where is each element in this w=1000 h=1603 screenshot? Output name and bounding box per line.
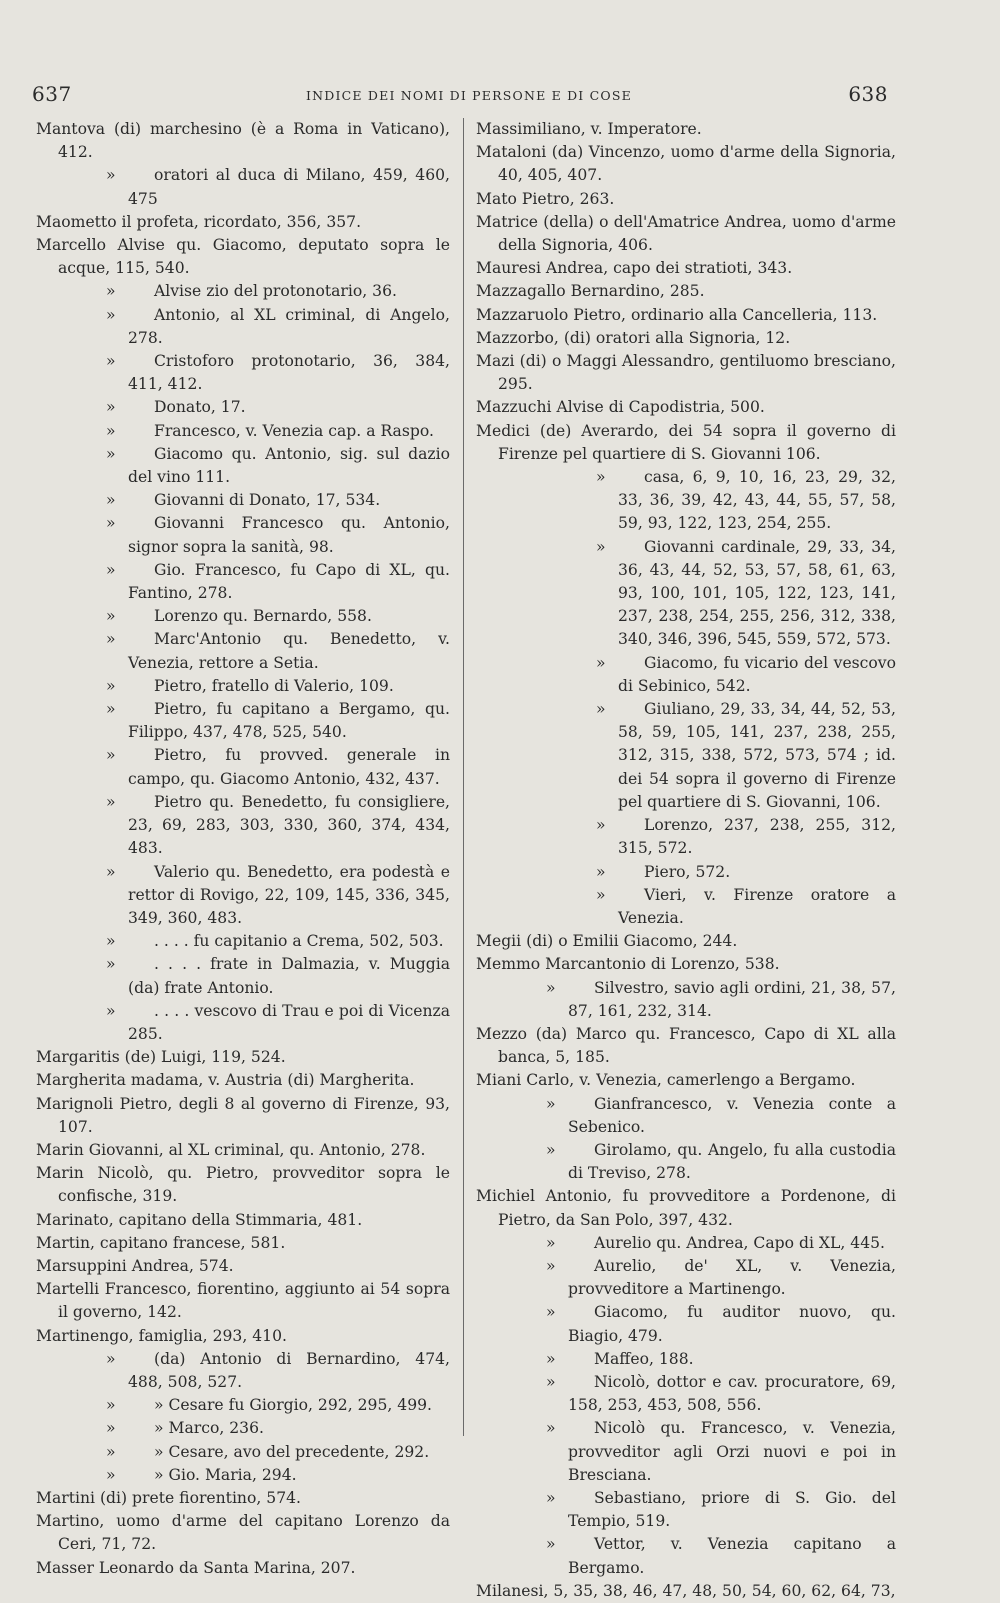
- index-entry-text: Marsuppini Andrea, 574.: [36, 1256, 234, 1275]
- index-entry-text: Alvise zio del protonotario, 36.: [154, 282, 397, 301]
- index-entry-text: Masser Leonardo da Santa Marina, 207.: [36, 1558, 356, 1577]
- ditto-mark: »: [596, 885, 606, 904]
- index-entry: [476, 1487, 896, 1533]
- index-entry: [476, 1093, 896, 1139]
- index-entry-text: Medici (de) Averardo, dei 54 sopra il governo di Firenze pel quartiere di S. Giovanni 106.: [476, 421, 896, 463]
- index-entry-text: Mazzagallo Bernardino, 285.: [476, 282, 705, 301]
- index-entry: [36, 1255, 450, 1278]
- index-entry: [36, 489, 450, 512]
- index-entry: [476, 350, 896, 396]
- index-entry: [476, 1580, 896, 1603]
- index-entry-text: Memmo Marcantonio di Lorenzo, 538.: [476, 955, 780, 974]
- ditto-mark: »: [106, 560, 116, 579]
- index-entry: [36, 1000, 450, 1046]
- index-entry: [476, 536, 896, 652]
- index-entry-text: Megii (di) o Emilii Giacomo, 244.: [476, 932, 738, 951]
- ditto-mark: »: [546, 1303, 556, 1322]
- index-entry-text: Maffeo, 188.: [594, 1349, 694, 1368]
- ditto-mark: »: [546, 1488, 556, 1507]
- index-entry: [36, 744, 450, 790]
- index-entry: [36, 628, 450, 674]
- index-entry: [476, 1371, 896, 1417]
- ditto-mark: »: [596, 537, 606, 556]
- ditto-mark: »: [106, 282, 116, 301]
- index-entry-text: Maometto il profeta, ricordato, 356, 357.: [36, 212, 362, 231]
- ditto-mark: »: [546, 1372, 556, 1391]
- index-entry: [36, 791, 450, 861]
- index-entry: [36, 1510, 450, 1556]
- index-entry-text: Lorenzo qu. Bernardo, 558.: [154, 607, 372, 626]
- index-entry: [476, 304, 896, 327]
- index-entry: [36, 1046, 450, 1069]
- index-entry: [36, 559, 450, 605]
- index-entry: [36, 1162, 450, 1208]
- index-entry: [476, 814, 896, 860]
- index-entry-text: Martino, uomo d'arme del capitano Lorenzo da Ceri, 71, 72.: [36, 1512, 450, 1554]
- index-entry-text: Pietro qu. Benedetto, fu consigliere, 23, 69, 283, 303, 330, 360, 374, 434, 483.: [128, 792, 450, 858]
- index-entry: [36, 930, 450, 953]
- index-entry: [476, 1348, 896, 1371]
- index-entry-text: Pietro, fu capitano a Bergamo, qu. Filippo, 437, 478, 525, 540.: [128, 700, 450, 742]
- index-entry-text: . . . . frate in Dalmazia, v. Muggia (da) frate Antonio.: [128, 955, 450, 997]
- index-entry: [36, 1209, 450, 1232]
- index-entry-text: Silvestro, savio agli ordini, 21, 38, 57, 87, 161, 232, 314.: [568, 978, 896, 1020]
- index-entry-text: Nicolò, dottor e cav. procuratore, 69, 158, 253, 453, 508, 556.: [568, 1372, 896, 1415]
- ditto-mark: »: [546, 978, 556, 997]
- index-entry-text: Giuliano, 29, 33, 34, 44, 52, 53, 58, 59, 105, 141, 237, 238, 255, 312, 315, 338, 572, 573, 574 ; id. dei 54 sopra il governo di Firenze pel quartiere di S. Giovanni, 106.: [618, 700, 896, 811]
- index-entry-text: » Cesare, avo del precedente, 292.: [154, 1442, 430, 1461]
- index-entry-text: Martin, capitano francese, 581.: [36, 1233, 286, 1252]
- index-entry: [36, 953, 450, 999]
- index-entry: [36, 118, 450, 164]
- index-entry-text: Francesco, v. Venezia cap. a Raspo.: [154, 421, 434, 440]
- ditto-mark: »: [546, 1419, 556, 1438]
- ditto-mark: »: [106, 862, 116, 881]
- ditto-mark: »: [106, 607, 116, 626]
- index-entry: [476, 396, 896, 419]
- index-entry: [476, 211, 896, 257]
- index-entry-text: Girolamo, qu. Angelo, fu alla custodia di Treviso, 278.: [568, 1140, 896, 1183]
- index-entry-text: Mauresi Andrea, capo dei stratioti, 343.: [476, 259, 793, 278]
- index-entry: [476, 118, 896, 141]
- index-entry-text: Giacomo, fu auditor nuovo, qu. Biagio, 479.: [568, 1303, 896, 1345]
- index-entry: [36, 1325, 450, 1348]
- index-entry: [36, 211, 450, 234]
- index-entry: [36, 1093, 450, 1139]
- index-entry: [36, 1069, 450, 1092]
- index-entry-text: Valerio qu. Benedetto, era podestà e rettor di Rovigo, 22, 109, 145, 336, 345, 349, 360, 483.: [128, 862, 450, 927]
- index-entry-text: Marinato, capitano della Stimmaria, 481.: [36, 1210, 363, 1229]
- index-entry: [36, 420, 450, 443]
- index-entry-text: Cristoforo protonotario, 36, 384, 411, 412.: [128, 352, 450, 394]
- ditto-mark: »: [106, 398, 116, 417]
- index-entry-text: Giovanni Francesco qu. Antonio, signor sopra la sanità, 98.: [128, 514, 450, 556]
- ditto-mark: »: [596, 700, 606, 719]
- ditto-mark: »: [106, 1349, 116, 1368]
- index-entry-text: Gianfrancesco, v. Venezia conte a Sebenico.: [568, 1094, 896, 1136]
- index-entry-text: . . . . vescovo di Trau e poi di Vicenza 285.: [128, 1001, 450, 1043]
- index-entry: [36, 1557, 450, 1580]
- index-entry: [476, 327, 896, 350]
- index-entry-text: (da) Antonio di Bernardino, 474, 488, 508, 527.: [128, 1349, 450, 1391]
- index-entry: [36, 1139, 450, 1162]
- index-entry-text: Marc'Antonio qu. Benedetto, v. Venezia, rettore a Setia.: [128, 630, 450, 672]
- index-entry: [36, 861, 450, 931]
- index-entry-text: Milanesi, 5, 35, 38, 46, 47, 48, 50, 54, 60, 62, 64, 73,: [476, 1581, 896, 1600]
- ditto-mark: »: [106, 491, 116, 510]
- ditto-mark: »: [106, 1396, 116, 1415]
- index-entry-text: Martini (di) prete fiorentino, 574.: [36, 1488, 302, 1507]
- index-entry-text: Miani Carlo, v. Venezia, camerlengo a Bergamo.: [476, 1071, 856, 1090]
- index-entry: [36, 605, 450, 628]
- index-entry: [476, 420, 896, 466]
- index-entry-text: Vettor, v. Venezia capitano a Bergamo.: [568, 1535, 896, 1577]
- ditto-mark: »: [596, 862, 606, 881]
- index-entry-text: oratori al duca di Milano, 459, 460, 475: [128, 166, 450, 208]
- index-entry-text: . . . . fu capitanio a Crema, 502, 503.: [154, 932, 444, 951]
- index-entry-text: Mato Pietro, 263.: [476, 189, 615, 208]
- index-entry-text: Mantova (di) marchesino (è a Roma in Vaticano), 412.: [36, 120, 450, 162]
- ditto-mark: »: [106, 444, 116, 463]
- index-column-right: [476, 118, 896, 1603]
- index-entry: [476, 652, 896, 698]
- ditto-mark: »: [106, 1465, 116, 1484]
- ditto-mark: »: [106, 630, 116, 649]
- index-entry: [476, 1185, 896, 1231]
- index-entry: [476, 930, 896, 953]
- ditto-mark: »: [546, 1256, 556, 1275]
- index-entry: [36, 1394, 450, 1417]
- index-entry-text: Giacomo, fu vicario del vescovo di Sebinico, 542.: [618, 653, 896, 695]
- ditto-mark: »: [106, 1419, 116, 1438]
- index-entry: [476, 1417, 896, 1487]
- index-entry-text: Margaritis (de) Luigi, 119, 524.: [36, 1048, 286, 1067]
- ditto-mark: »: [106, 305, 116, 324]
- ditto-mark: »: [106, 421, 116, 440]
- index-entry: [36, 304, 450, 350]
- ditto-mark: »: [106, 1442, 116, 1461]
- page-number-right: 638: [848, 82, 888, 106]
- ditto-mark: »: [106, 514, 116, 533]
- index-entry-text: Pietro, fratello di Valerio, 109.: [154, 676, 394, 695]
- index-entry: [476, 698, 896, 814]
- running-title: INDICE DEI NOMI DI PERSONE E DI COSE: [306, 88, 632, 103]
- index-entry: [36, 1348, 450, 1394]
- index-entry-text: » Marco, 236.: [154, 1419, 264, 1438]
- index-entry: [476, 280, 896, 303]
- index-column-left: [36, 118, 450, 1580]
- index-entry: [36, 1464, 450, 1487]
- ditto-mark: »: [106, 166, 116, 185]
- index-entry: [476, 1301, 896, 1347]
- index-entry-text: Lorenzo, 237, 238, 255, 312, 315, 572.: [618, 816, 896, 858]
- index-entry-text: Vieri, v. Firenze oratore a Venezia.: [618, 885, 896, 927]
- index-entry: [476, 257, 896, 280]
- index-entry: [476, 188, 896, 211]
- ditto-mark: »: [106, 746, 116, 765]
- index-entry-text: » Cesare fu Giorgio, 292, 295, 499.: [154, 1396, 432, 1415]
- ditto-mark: »: [106, 676, 116, 695]
- index-entry: [476, 1139, 896, 1185]
- index-entry: [476, 1023, 896, 1069]
- index-entry-text: Gio. Francesco, fu Capo di XL, qu. Fantino, 278.: [128, 560, 450, 603]
- index-entry: [36, 1487, 450, 1510]
- index-entry: [36, 443, 450, 489]
- ditto-mark: »: [596, 816, 606, 835]
- index-entry-text: Aurelio, de' XL, v. Venezia, provveditore a Martinengo.: [568, 1256, 896, 1299]
- index-entry-text: Giovanni cardinale, 29, 33, 34, 36, 43, 44, 52, 53, 57, 58, 61, 63, 93, 100, 101, 105, 122, 123, 141, 237, 238, 254, 255, 256, 312, 338, 340, 346, 396, 545, 559, 572, 573.: [618, 537, 896, 649]
- ditto-mark: »: [546, 1535, 556, 1554]
- ditto-mark: »: [596, 653, 606, 672]
- index-entry: [36, 1232, 450, 1255]
- index-entry: [476, 141, 896, 187]
- index-entry-text: Marignoli Pietro, degli 8 al governo di Firenze, 93, 107.: [36, 1094, 450, 1136]
- page-number-left: 637: [32, 82, 72, 106]
- column-divider: [463, 118, 464, 1436]
- ditto-mark: »: [546, 1233, 556, 1252]
- index-entry-text: Massimiliano, v. Imperatore.: [476, 120, 702, 138]
- index-entry: [476, 884, 896, 930]
- index-entry-text: Marin Nicolò, qu. Pietro, provveditor sopra le confische, 319.: [36, 1164, 450, 1206]
- index-entry: [36, 1441, 450, 1464]
- index-entry-text: Pietro, fu provved. generale in campo, qu. Giacomo Antonio, 432, 437.: [128, 746, 450, 788]
- index-entry: [476, 1533, 896, 1579]
- index-entry-text: Marin Giovanni, al XL criminal, qu. Antonio, 278.: [36, 1140, 426, 1159]
- ditto-mark: »: [596, 468, 606, 487]
- index-entry-text: Sebastiano, priore di S. Gio. del Tempio, 519.: [568, 1488, 896, 1531]
- ditto-mark: »: [106, 700, 116, 719]
- ditto-mark: »: [546, 1349, 556, 1368]
- index-entry: [36, 396, 450, 419]
- index-entry-text: Martinengo, famiglia, 293, 410.: [36, 1326, 287, 1345]
- index-entry-text: Mezzo (da) Marco qu. Francesco, Capo di XL alla banca, 5, 185.: [476, 1024, 896, 1067]
- index-entry-text: Mazzorbo, (di) oratori alla Signoria, 12.: [476, 328, 791, 347]
- ditto-mark: »: [106, 792, 116, 811]
- index-entry: [476, 977, 896, 1023]
- ditto-mark: »: [106, 1001, 116, 1020]
- index-entry: [36, 698, 450, 744]
- index-entry: [36, 350, 450, 396]
- index-entry: [36, 512, 450, 558]
- ditto-mark: »: [546, 1094, 556, 1113]
- index-entry-text: casa, 6, 9, 10, 16, 23, 29, 32, 33, 36, 39, 42, 43, 44, 55, 57, 58, 59, 93, 122, 123, 254, 255.: [618, 468, 896, 533]
- index-entry-text: Michiel Antonio, fu provveditore a Pordenone, di Pietro, da San Polo, 397, 432.: [476, 1187, 896, 1229]
- index-entry-text: » Gio. Maria, 294.: [154, 1465, 297, 1484]
- index-entry-text: Matrice (della) o dell'Amatrice Andrea, uomo d'arme della Signoria, 406.: [476, 212, 896, 255]
- ditto-mark: »: [546, 1140, 556, 1159]
- ditto-mark: »: [106, 932, 116, 951]
- ditto-mark: »: [106, 352, 116, 371]
- index-entry: [36, 280, 450, 303]
- index-entry-text: Martelli Francesco, fiorentino, aggiunto ai 54 sopra il governo, 142.: [36, 1280, 450, 1322]
- index-entry-text: Margherita madama, v. Austria (di) Margherita.: [36, 1071, 415, 1090]
- index-entry: [476, 466, 896, 536]
- index-entry: [36, 1278, 450, 1324]
- index-entry: [476, 861, 896, 884]
- index-entry: [476, 1255, 896, 1301]
- page-header: [0, 82, 1000, 112]
- index-entry-text: Mazzaruolo Pietro, ordinario alla Cancelleria, 113.: [476, 305, 878, 324]
- index-entry-text: Mazi (di) o Maggi Alessandro, gentiluomo bresciano, 295.: [476, 352, 896, 394]
- ditto-mark: »: [106, 955, 116, 974]
- index-entry-text: Giacomo qu. Antonio, sig. sul dazio del vino 111.: [128, 444, 450, 487]
- index-entry: [36, 1417, 450, 1440]
- index-entry-text: Piero, 572.: [644, 862, 731, 881]
- index-entry-text: Aurelio qu. Andrea, Capo di XL, 445.: [594, 1233, 885, 1252]
- index-entry: [476, 1232, 896, 1255]
- index-entry: [36, 675, 450, 698]
- index-entry: [476, 953, 896, 976]
- index-entry-text: Nicolò qu. Francesco, v. Venezia, provveditor agli Orzi nuovi e poi in Bresciana.: [568, 1419, 896, 1484]
- index-entry-text: Mataloni (da) Vincenzo, uomo d'arme della Signoria, 40, 405, 407.: [476, 143, 896, 185]
- index-entry-text: Marcello Alvise qu. Giacomo, deputato sopra le acque, 115, 540.: [36, 236, 450, 278]
- index-entry-text: Antonio, al XL criminal, di Angelo, 278.: [128, 305, 450, 347]
- index-entry: [36, 164, 450, 210]
- index-entry: [476, 1069, 896, 1092]
- index-entry-text: Mazzuchi Alvise di Capodistria, 500.: [476, 398, 765, 417]
- index-entry: [36, 234, 450, 280]
- index-entry-text: Donato, 17.: [154, 398, 246, 417]
- index-entry-text: Giovanni di Donato, 17, 534.: [154, 491, 381, 510]
